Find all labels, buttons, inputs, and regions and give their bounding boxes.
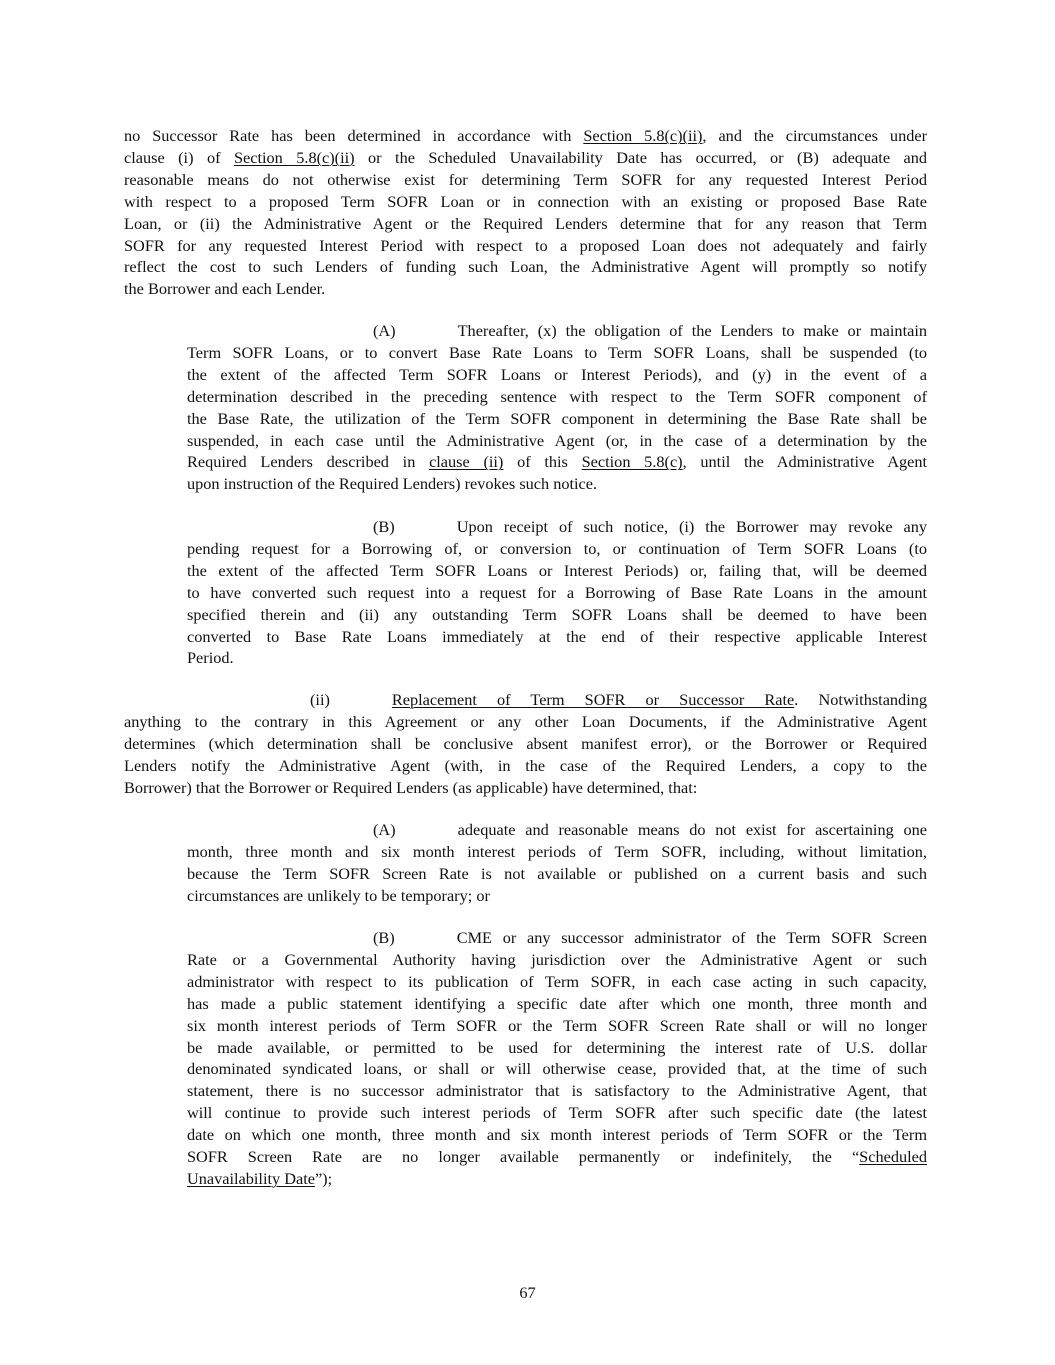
section-reference-link: Section 5.8(c)(ii) [233, 147, 355, 167]
defined-term: Unavailability Date [187, 1168, 315, 1188]
section-reference-link: Section 5.8(c)(ii) [583, 126, 703, 145]
intro-paragraph: no Successor Rate has been determined in accordance with Section 5.8(c)(ii), and the circumstances under clause (i) of Section 5.8(c)(ii) or the Scheduled Unavailability Date has occurred, or (B) adequate and reasonable means do not otherwise exist for determining Term SOFR for any requested Interest Period with respect to a proposed Term SOFR Loan or in connection with an existing or proposed Base Rate Loan, or (ii) the Administrative Agent or the Required Lenders determine that for any reason that Term SOFR for any requested Interest Period with respect to a proposed Loan does not adequately and fairly reflect the cost to such Lenders of funding such Loan, the Administrative Agent will promptly so notify the Borrower and each Lender. [124, 126, 928, 299]
clause-reference-link: clause (ii) [429, 452, 504, 472]
clause-a-thereafter: (A) Thereafter, (x) the obligation of the Lenders to make or maintain Term SOFR Loans, or to convert Base Rate Loans to Term SOFR Loans, shall be suspended (to the extent of the affected Term SOFR Loans or Interest Periods), and (y) in the event of a determination described in the preceding sentence with respect to the Term SOFR component of the Base Rate, the utilization of the Term SOFR component in determining the Base Rate shall be suspended, in each case until the Administrative Agent (or, in the case of a determination by the Required Lenders described in clause (ii) of this Section 5.8(c), until the Administrative Agent upon instruction of the Required Lenders) revokes such notice. [187, 321, 927, 494]
page-number: 67 [519, 1283, 536, 1302]
clause-a-adequate-means: (A) adequate and reasonable means do not exist for ascertaining one month, three month and six month interest periods of Term SOFR, including, without limitation, because the Term SOFR Screen Rate is not available or published on a current basis and such circumstances are unlikely to be temporary; or [187, 820, 927, 905]
clause-heading: Replacement of Term SOFR or Successor Rate [391, 690, 795, 709]
clause-label: (B) [373, 517, 395, 536]
clause-label: (B) [373, 928, 395, 947]
clause-label: (ii) [310, 690, 330, 709]
clause-label: (A) [373, 321, 396, 340]
defined-term: Scheduled [859, 1147, 927, 1167]
clause-b-upon-receipt: (B) Upon receipt of such notice, (i) the Borrower may revoke any pending request for a Borrowing of, or conversion to, or continuation of Term SOFR Loans (to the extent of the affected Term SOFR Loans or Interest Periods) or, failing that, will be deemed to have converted such request into a request for a Borrowing of Base Rate Loans in the amount specified therein and (ii) any outstanding Term SOFR Loans shall be deemed to have been converted to Base Rate Loans immediately at the end of their respective applicable Interest Period. [187, 517, 927, 668]
clause-label: (A) [373, 820, 396, 839]
clause-ii-replacement: (ii) Replacement of Term SOFR or Successor Rate. Notwithstanding anything to the contrary in this Agreement or any other Loan Documents, if the Administrative Agent determines (which determination shall be conclusive absent manifest error), or the Borrower or Required Lenders notify the Administrative Agent (with, in the case of the Required Lenders, a copy to the Borrower) that the Borrower or Required Lenders (as applicable) have determined, that: [124, 690, 928, 797]
clause-b-cme: (B) CME or any successor administrator of the Term SOFR Screen Rate or a Governmental Authority having jurisdiction over the Administrative Agent or such administrator with respect to its publication of Term SOFR, in each case acting in such capacity, has made a public statement identifying a specific date after which one month, three month and six month interest periods of Term SOFR or the Term SOFR Screen Rate shall or will no longer be made available, or permitted to be used for determining the interest rate of U.S. dollar denominated syndicated loans, or shall or will otherwise cease, provided that, at the time of such statement, there is no successor administrator that is satisfactory to the Administrative Agent, that will continue to provide such interest periods of Term SOFR after such specific date (the latest date on which one month, three month and six month interest periods of Term SOFR or the Term SOFR Screen Rate are no longer available permanently or indefinitely, the “Scheduled Unavailability Date”); [187, 928, 927, 1188]
section-reference-link: Section 5.8(c) [581, 452, 683, 472]
